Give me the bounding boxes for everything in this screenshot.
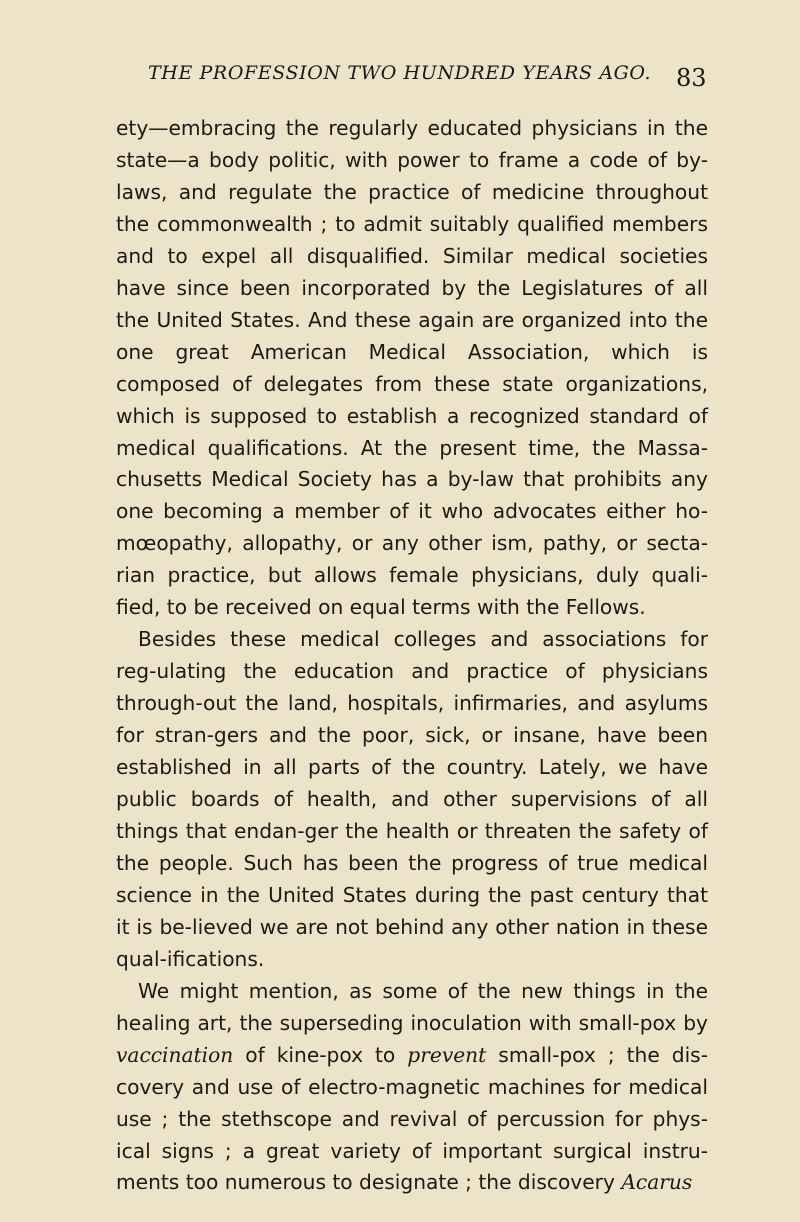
paragraph-3-text-1: We might mention, as some of the new things in the healing art, the superseding inoculation with small-pox by [116, 978, 708, 1035]
paragraph-3-text-2: of kine-pox to [245, 1042, 396, 1067]
italic-prevent: prevent [407, 1042, 487, 1067]
italic-acarus: Acarus [621, 1170, 693, 1195]
italic-vaccination: vaccination [116, 1042, 234, 1067]
paragraph-3-text-3: small-pox ; the dis-covery and use of electro-magnetic machines for medical use ; the stethscope and revival of percussion for phys-ical signs ; a great variety of important surgical instru-ments too numerous to designate ; the discovery [116, 1042, 708, 1195]
page-number: 83 [676, 64, 707, 92]
page-header [0, 62, 800, 98]
body-text [116, 113, 708, 1199]
paragraph-3 [116, 976, 708, 1200]
paragraph-1: ety—embracing the regularly educated physicians in the state—a body politic, with power to frame a code of by-laws, and regulate the practice of medicine throughout the commonwealth ; to admit suitably qualified members and to expel all disqualified. Similar medical societies have since been incorporated by the Legislatures of all the United States. And these again are organized into the one great American Medical Association, which is composed of delegates from these state organizations, which is supposed to establish a recognized standard of medical qualifications. At the present time, the Massa-chusetts Medical Society has a by-law that prohibits any one becoming a member of it who advocates either ho-mœopathy, allopathy, or any other ism, pathy, or secta-rian practice, but allows female physicians, duly quali-fied, to be received on equal terms with the Fellows. [116, 116, 708, 620]
paragraph-2: Besides these medical colleges and associations for reg-ulating the education and practice of physicians through-out the land, hospitals, infirmaries, and asylums for stran-gers and the poor, sick, or insane, have been established in all parts of the country. Lately, we have public boards of health, and other supervisions of all things that endan-ger the health or threaten the safety of the people. Such has been the progress of true medical science in the United States during the past century that it is be-lieved we are not behind any other nation in these qual-ifications. [116, 627, 708, 971]
running-title: THE PROFESSION TWO HUNDRED YEARS AGO. [148, 62, 652, 84]
